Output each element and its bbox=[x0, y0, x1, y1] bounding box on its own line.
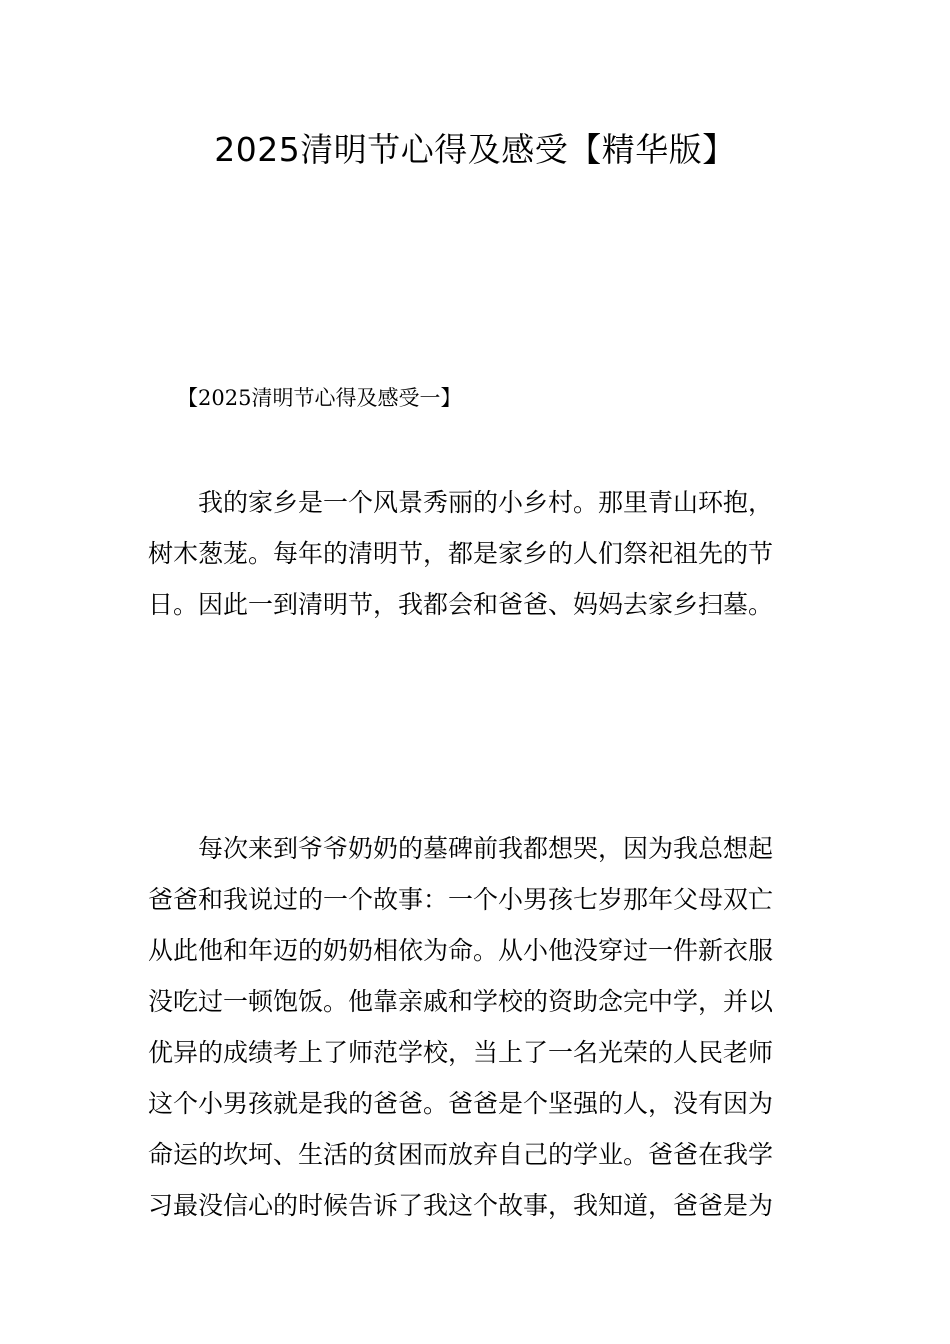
paragraph-line: 每次来到爷爷奶奶的墓碑前我都想哭，因为我总想起 bbox=[198, 834, 774, 863]
document-title: 2025清明节心得及感受【精华版】 bbox=[214, 130, 736, 169]
paragraph-line: 爸爸和我说过的一个故事：一个小男孩七岁那年父母双亡 bbox=[148, 885, 774, 914]
paragraph-line: 从此他和年迈的奶奶相依为命。从小他没穿过一件新衣服 bbox=[148, 936, 774, 965]
paragraph-line: 命运的坎坷、生活的贫困而放弃自己的学业。爸爸在我学 bbox=[148, 1140, 774, 1169]
paragraph-line: 习最没信心的时候告诉了我这个故事，我知道，爸爸是为 bbox=[148, 1191, 774, 1220]
paragraph-2 bbox=[148, 823, 808, 1231]
paragraph-1 bbox=[148, 477, 808, 630]
paragraph-line: 日。因此一到清明节，我都会和爸爸、妈妈去家乡扫墓。 bbox=[148, 590, 774, 619]
section-heading: 【2025清明节心得及感受一】 bbox=[177, 386, 462, 410]
paragraph-line: 这个小男孩就是我的爸爸。爸爸是个坚强的人，没有因为 bbox=[148, 1089, 774, 1118]
paragraph-line: 树木葱茏。每年的清明节，都是家乡的人们祭祀祖先的节 bbox=[148, 539, 774, 568]
paragraph-line: 没吃过一顿饱饭。他靠亲戚和学校的资助念完中学，并以 bbox=[148, 987, 774, 1016]
paragraph-line: 我的家乡是一个风景秀丽的小乡村。那里青山环抱， bbox=[198, 488, 774, 517]
paragraph-line: 优异的成绩考上了师范学校，当上了一名光荣的人民老师 bbox=[148, 1038, 774, 1067]
